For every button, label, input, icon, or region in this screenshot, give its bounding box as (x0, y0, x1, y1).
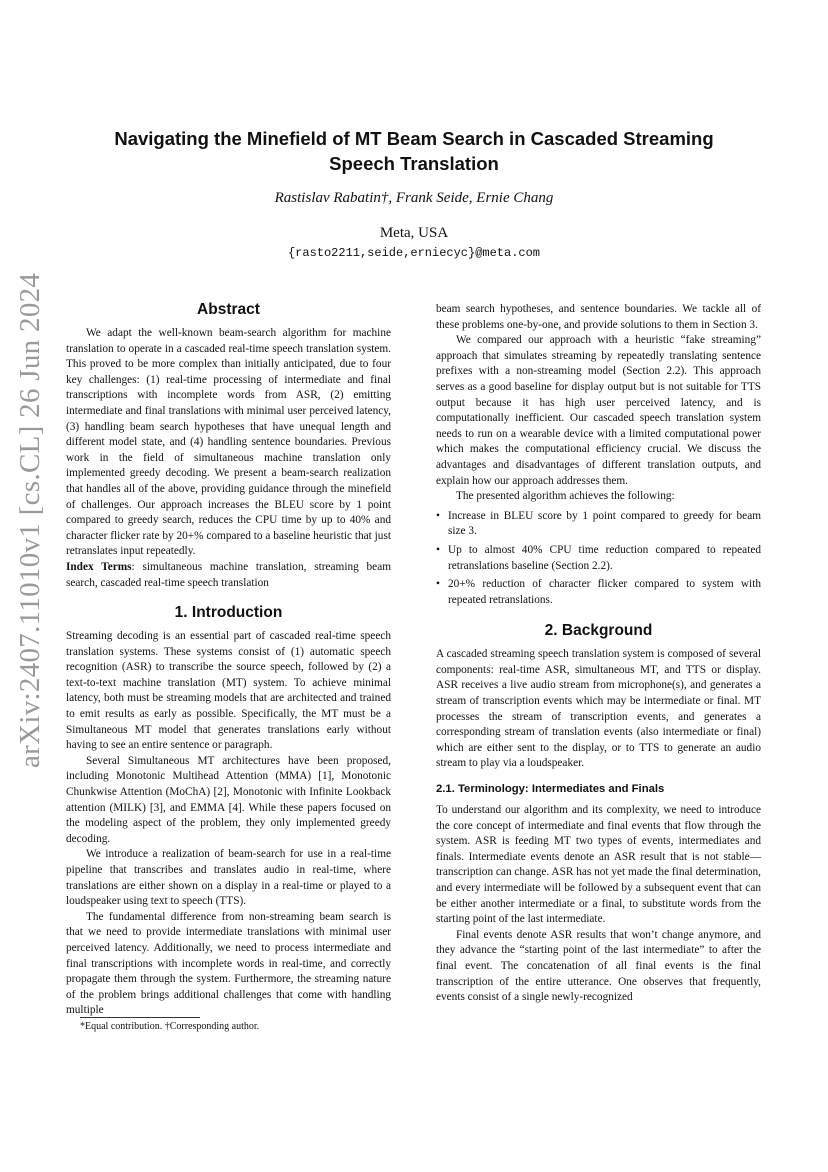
contribution-list (436, 509, 761, 609)
right-column (436, 302, 761, 1006)
intro-paragraph: beam search hypotheses, and sentence boundaries. We tackle all of these problems one-by-one, and provide solutions to them in Section 3. (436, 303, 761, 331)
list-item: • Increase in BLEU score by 1 point compared to greedy for beam size 3. (448, 509, 761, 540)
emails: {rasto2211,seide,erniecyc}@meta.com (287, 246, 541, 260)
intro-paragraph: Streaming decoding is an essential part of cascaded real-time speech translation systems. These systems consist of (1) automatic speech recognition (ASR) to transcribe the source speech, followed by (2) a text-to-text machine translation (MT) system. To achieve minimal latency, both must be streaming models that are architected and trained to emit results as early as possible. Specifically, the MT must be a Simultaneous MT model that generates translations early without having to see an entire sentence or paragraph. (66, 630, 391, 752)
intro-heading: 1. Introduction (174, 604, 283, 622)
authors: Rastislav Rabatin†, Frank Seide, Ernie Chang (274, 190, 554, 206)
intro-paragraph: The presented algorithm achieves the following: (456, 490, 675, 503)
intro-paragraph: We introduce a realization of beam-search for use in a real-time pipeline that transcribes and translates audio in real-time, where translations are either shown on a display in a real-time or played to a loudspeaker using text to speech (TTS). (66, 848, 391, 908)
arxiv-id: arXiv:2407.11010v1 [cs.CL] 26 Jun 2024 (14, 272, 46, 768)
list-item: • 20+% reduction of character flicker compared to system with repeated retranslations. (448, 577, 761, 608)
subsection-heading: 2.1. Terminology: Intermediates and Finals (436, 783, 665, 796)
intro-paragraph: The fundamental difference from non-streaming beam search is that we need to provide intermediate translations with minimal user perceived latency. Additionally, we need to process intermediate and final transcriptions with incomplete words in real-time, and correctly propagate them through the system. Furthermore, the streaming nature of the problem brings additional challenges that come with handling multiple (66, 910, 391, 1017)
paper-title: Navigating the Minefield of MT Beam Search in Cascaded Streaming Speech Translation (114, 128, 714, 174)
background-heading: 2. Background (544, 622, 653, 640)
intro-paragraph: We compared our approach with a heuristic “fake streaming” approach that simulates streaming by repeatedly translating sentence prefixes with a non-streaming model (Section 2.2). This approach serves as a good baseline for display output but is not suitable for TTS output because it has high user perceived latency, and is computationally inefficient. Our cascaded speech translation system needs to run on a wearable device with a limited computational power which makes the computational efficiency crucial. We discuss the advantages and disadvantages of different translation outputs, and explain how our approach addresses them. (436, 334, 761, 487)
list-item: • Up to almost 40% CPU time reduction compared to repeated retranslations baseline (Section 2.2). (448, 543, 761, 574)
affiliation: Meta, USA (379, 225, 449, 241)
footnote-rule (80, 1017, 200, 1018)
index-terms (66, 560, 391, 591)
arxiv-stamp (14, 272, 46, 768)
footnote: *Equal contribution. †Corresponding author. (80, 1021, 260, 1032)
abstract-text: We adapt the well-known beam-search algorithm for machine translation to operate in a cascaded real-time speech translation system. This proved to be more complex than initially anticipated, due to four key challenges: (1) real-time processing of intermediate and final transcriptions with incomplete words from ASR, (2) emitting intermediate and final translations with minimal user perceived latency, (3) handling beam search hypotheses that have unequal length and different model state, and (4) handling sentence boundaries. Previous work in the field of simultaneous machine translation only implemented greedy decoding. We present a beam-search realization that handles all of the above, providing guidance through the minefield of challenges. Our approach increases the BLEU score by 1 point compared to greedy search, reduces the CPU time by up to 40% and character flicker rate by 20+% compared to a baseline heuristic that just retranslates input repeatedly. (66, 327, 391, 558)
background-paragraph: Final events denote ASR results that won’t change anymore, and they advance the “starting point of the last intermediate” to after the final event. The concatenation of all final events is the final transcription of the entire utterance. One observes that frequently, events consist of a single newly-recognized (436, 928, 761, 1004)
index-terms-text: : simultaneous machine translation, streaming beam search, cascaded real-time speech translation (66, 560, 392, 589)
index-terms-label: Index Terms (66, 560, 132, 573)
abstract-heading: Abstract (197, 301, 260, 318)
background-paragraph: A cascaded streaming speech translation system is composed of several components: real-time ASR, simultaneous MT, and TTS or display. ASR receives a live audio stream from microphone(s), and generates a stream of transcription events which may be intermediate or final. MT processes the stream of transcription events, and generates a corresponding stream of translation events (also intermediate or final) which are either sent to the display, or to TTS to generate an audio stream to play via a loudspeaker. (436, 648, 761, 770)
left-column (66, 300, 391, 1019)
background-paragraph: To understand our algorithm and its complexity, we need to introduce the core concept of intermediate and final events that flow through the system. ASR is feeding MT two types of events, intermediates and finals. Intermediate events denote an ASR result that is not stable—transcription can change. ASR has not yet made the final determination, and every intermediate will be followed by a subsequent event that can be either another intermediate or a final, to substitute words from the starting point of the last intermediate. (436, 804, 762, 926)
intro-paragraph: Several Simultaneous MT architectures have been proposed, including Monotonic Multihead Attention (MMA) [1], Monotonic Chunkwise Attention (MoChA) [2], Monotonic with Infinite Lookback attention (MILK) [3], and EMMA [4]. While these papers focused on the modeling aspect of the problem, they only implemented greedy decoding. (66, 754, 391, 845)
